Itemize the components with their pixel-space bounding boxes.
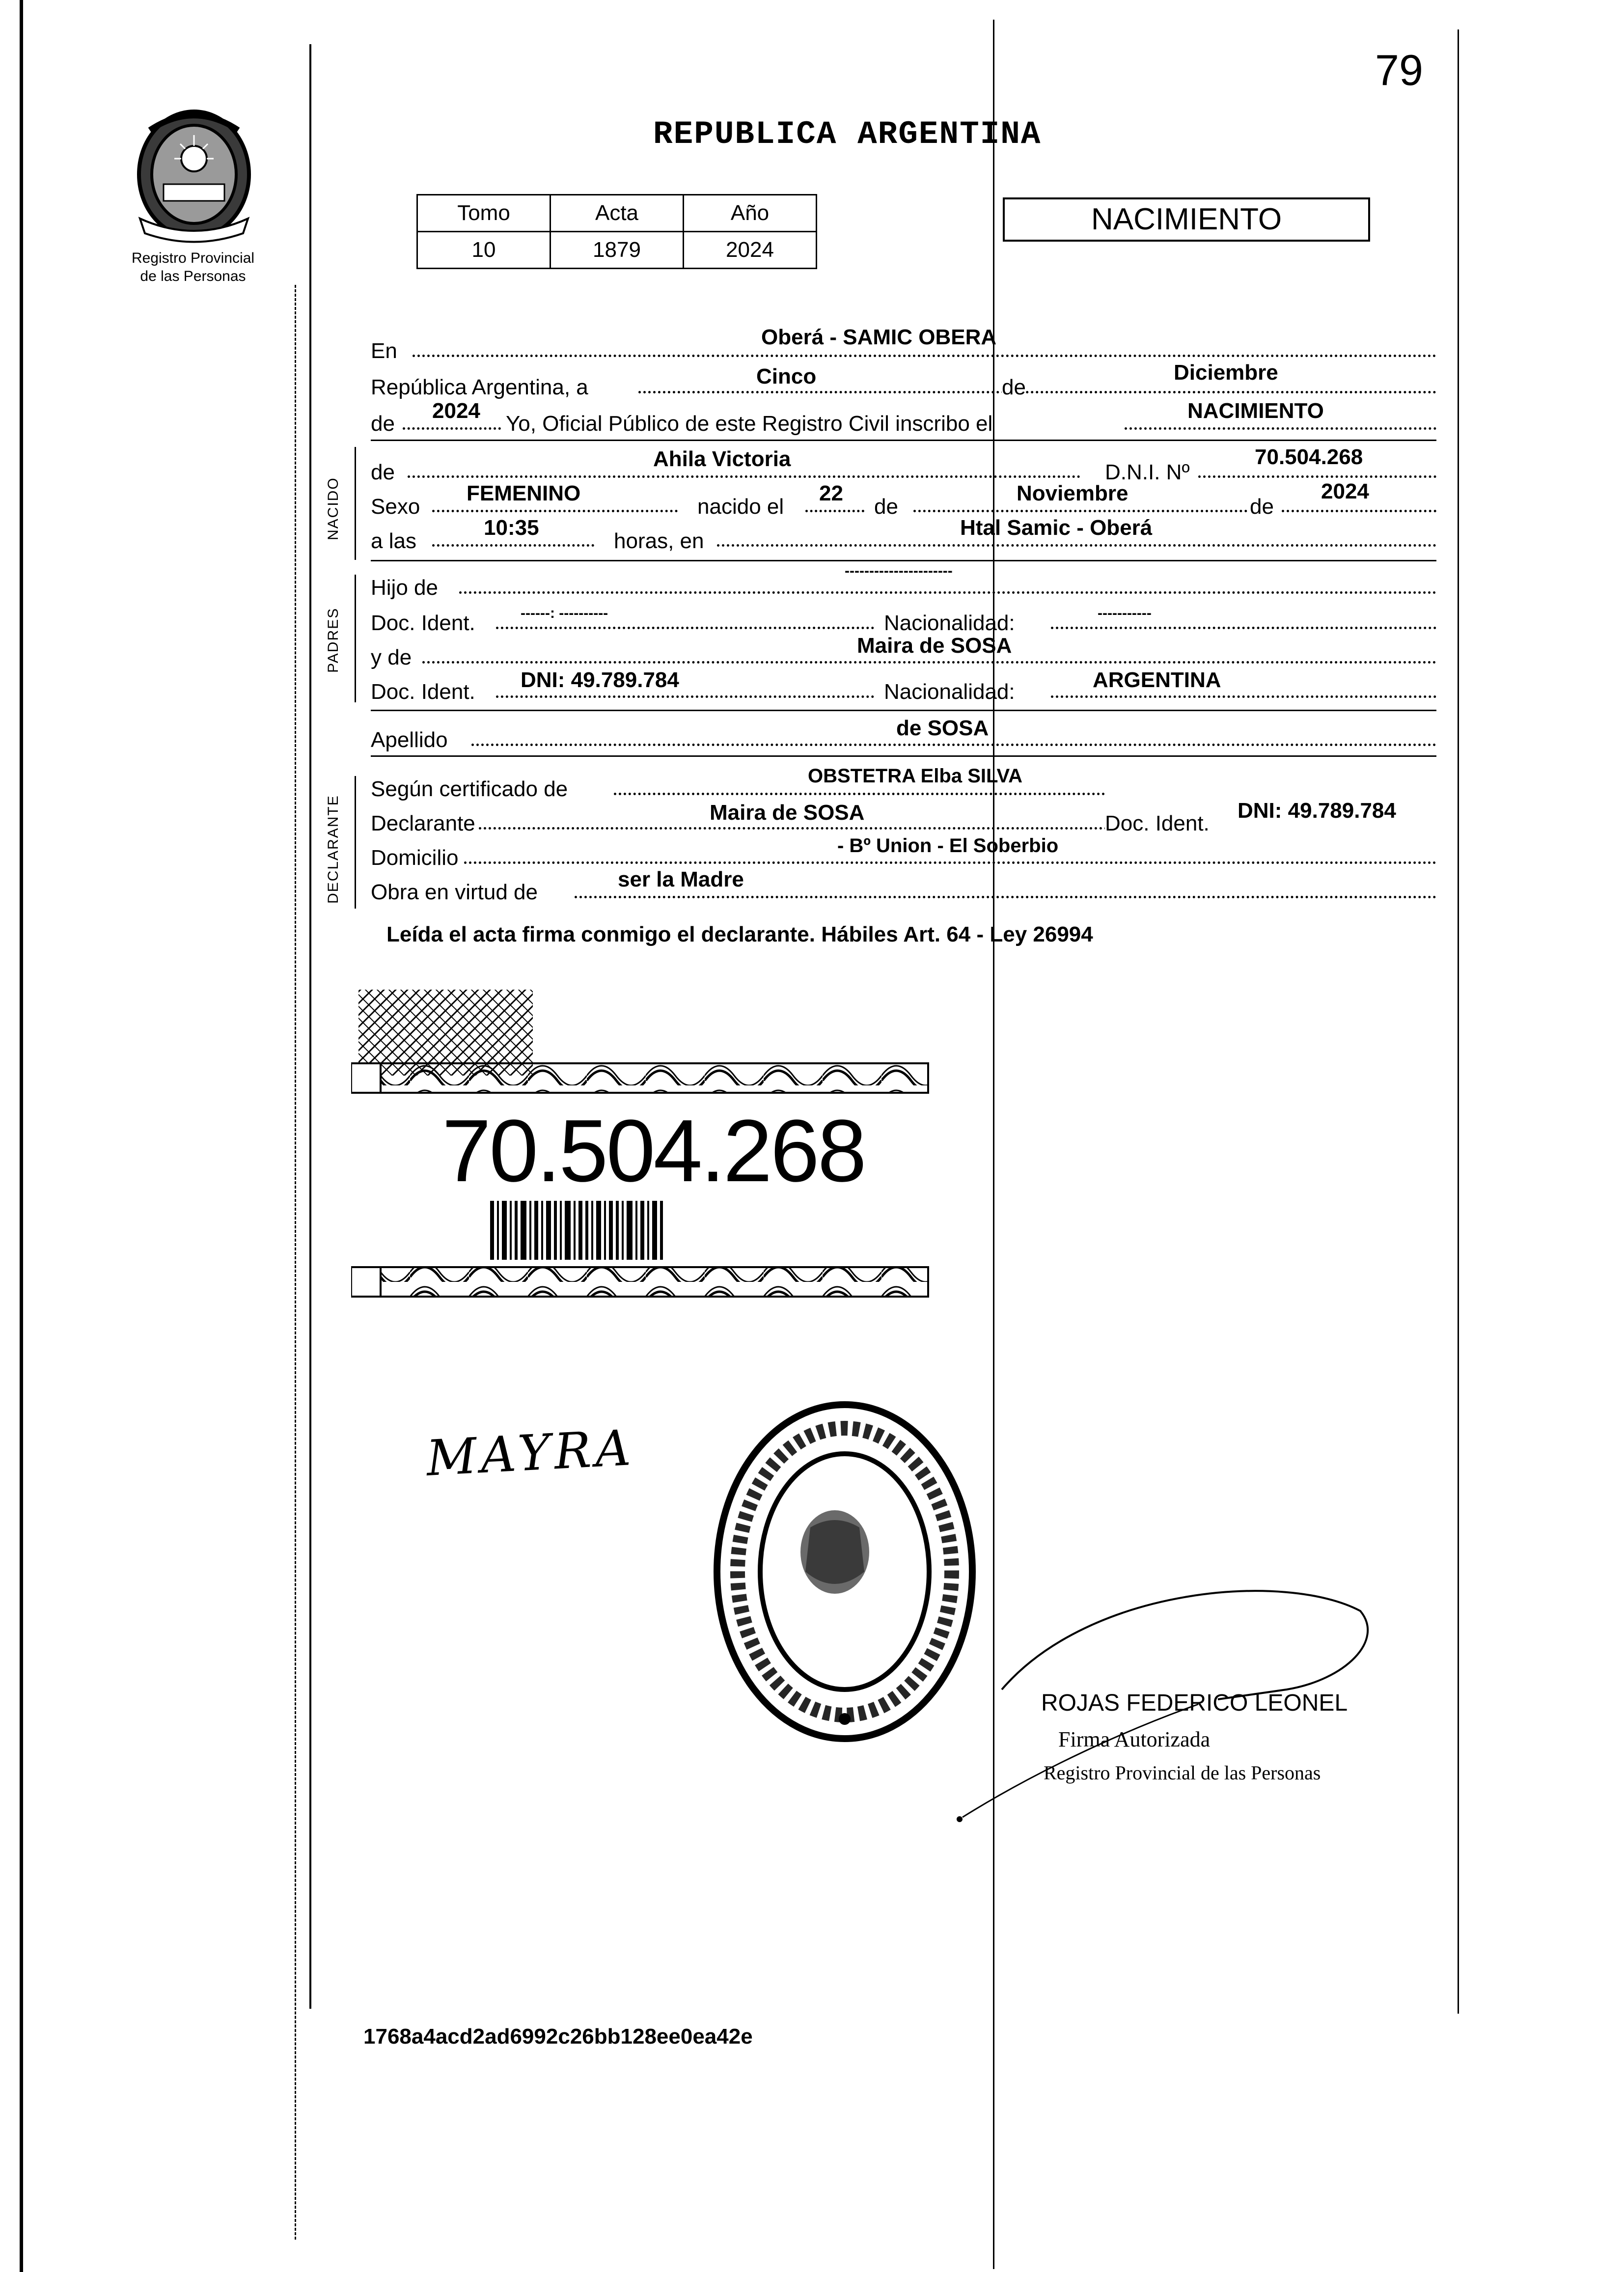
left-edge-line [20, 0, 23, 2272]
official-org: Registro Provincial de las Personas [1044, 1762, 1321, 1784]
nacido-dia-dots [805, 510, 864, 512]
segun-label: Según certificado de [371, 777, 568, 801]
de-label-1: de [1002, 375, 1026, 399]
closing-text: Leída el acta firma conmigo el declarante. Hábiles Art. 64 - Ley 26994 [386, 922, 1093, 946]
de-label-2: de [371, 412, 395, 436]
madre-doc-label: Doc. Ident. [371, 680, 475, 704]
registry-stamp [707, 1395, 982, 1748]
right-margin-line [1458, 29, 1459, 2014]
nacido-mes-dots [913, 510, 1247, 512]
header-acta: Acta [551, 195, 684, 232]
declarante-dots [479, 827, 1122, 830]
declarante-side-label: DECLARANTE [325, 795, 341, 904]
apellido-dots [471, 744, 1436, 746]
padre-nac-label: Nacionalidad: [884, 611, 1015, 635]
padres-side-label: PADRES [325, 607, 341, 673]
nacido-de-label: de [371, 460, 395, 484]
fold-line [993, 20, 994, 2269]
horas-en-label: horas, en [614, 529, 704, 553]
padre-value: ---------------------- [845, 563, 953, 579]
nacido-dni-dots [1198, 475, 1436, 478]
header-tomo: Tomo [417, 195, 551, 232]
obra-label: Obra en virtud de [371, 880, 538, 904]
nacido-anio-dots [1282, 510, 1436, 512]
padre-nac-value: ----------- [1098, 605, 1152, 621]
inscribo-dots [1125, 427, 1436, 430]
nacido-el-label: nacido el [697, 495, 784, 519]
nacido-dni-value: 70.504.268 [1255, 445, 1363, 469]
nacido-dni-label: D.N.I. Nº [1105, 460, 1190, 484]
nacido-anio-value: 2024 [1321, 479, 1369, 503]
padre-doc-dots [496, 627, 874, 629]
hora-dots [432, 544, 594, 547]
value-acta: 1879 [551, 232, 684, 269]
official-name: ROJAS FEDERICO LEONEL [1041, 1690, 1348, 1716]
republica-label: República Argentina, a [371, 375, 588, 399]
en-dots [413, 355, 1436, 357]
hijo-de-label: Hijo de [371, 576, 438, 600]
fecha-mes-value: Diciembre [1174, 360, 1278, 385]
domicilio-label: Domicilio [371, 846, 459, 870]
fecha-dia-value: Cinco [756, 364, 817, 388]
page-number: 79 [1375, 46, 1423, 94]
madre-dots [422, 661, 1436, 664]
value-tomo: 10 [417, 232, 551, 269]
official-role: Firma Autorizada [1058, 1727, 1211, 1751]
certificado-value: OBSTETRA Elba SILVA [808, 765, 1023, 787]
provincia-emblem [120, 101, 268, 248]
en-label: En [371, 339, 397, 363]
header-anio: Año [684, 195, 817, 232]
segun-dots [614, 793, 1105, 795]
padre-nac-dots [1051, 627, 1436, 629]
apellido-rule [371, 755, 1436, 757]
apellido-label: Apellido [371, 728, 448, 752]
madre-value: Maira de SOSA [857, 634, 1012, 658]
hora-value: 10:35 [484, 516, 539, 540]
madre-doc-value: DNI: 49.789.784 [521, 668, 679, 692]
padre-doc-label: Doc. Ident. [371, 611, 475, 635]
record-index-table [416, 194, 817, 269]
domicilio-value: - Bº Union - El Soberbio [837, 835, 1059, 857]
header-rule [371, 440, 1436, 441]
nacido-nombre-value: Ahila Victoria [653, 447, 791, 471]
nacido-mes-value: Noviembre [1017, 481, 1129, 505]
nacido-dia-value: 22 [819, 481, 843, 505]
margin-dashes [295, 285, 296, 2240]
padre-doc-value: ------: ---------- [521, 605, 608, 621]
anio-dots [403, 427, 501, 430]
document-hash: 1768a4acd2ad6992c26bb128ee0ea42e [363, 2024, 753, 2049]
declarant-signature: MAYRA [425, 1418, 636, 1488]
declarante-value: Maira de SOSA [710, 801, 865, 825]
document-title: REPUBLICA ARGENTINA [653, 116, 1042, 153]
issuer-line-1: Registro Provincial [131, 250, 255, 266]
declarante-label: Declarante [371, 811, 475, 835]
en-value: Oberá - SAMIC OBERA [761, 325, 997, 349]
madre-nac-label: Nacionalidad: [884, 680, 1015, 704]
obra-dots [575, 896, 1436, 898]
sexo-label: Sexo [371, 495, 420, 519]
padre-dots [459, 591, 1436, 594]
declarante-doc-label: Doc. Ident. [1105, 811, 1210, 835]
nacido-bar [355, 447, 356, 560]
sexo-dots [432, 510, 678, 512]
y-de-label: y de [371, 645, 412, 669]
record-type-box: NACIMIENTO [1003, 197, 1370, 242]
sexo-value: FEMENINO [467, 481, 581, 505]
security-label-number: 70.504.268 [442, 1102, 865, 1200]
declarante-doc-value: DNI: 49.789.784 [1238, 799, 1396, 823]
apellido-value: de SOSA [896, 716, 989, 740]
padres-rule [371, 710, 1436, 711]
nacido-de-mes-label: de [874, 495, 898, 519]
nacido-side-label: NACIDO [325, 477, 341, 540]
lugar-value: Htal Samic - Oberá [960, 516, 1153, 540]
margin-line [309, 44, 311, 2009]
domicilio-dots [464, 861, 1436, 864]
inscribo-value: NACIMIENTO [1187, 399, 1324, 423]
madre-nac-dots [1051, 695, 1436, 698]
lugar-dots [717, 544, 1436, 547]
padres-bar [355, 575, 356, 702]
republica-dots [638, 391, 1436, 393]
issuer-line-2: de las Personas [140, 268, 246, 284]
value-anio: 2024 [684, 232, 817, 269]
fecha-anio-value: 2024 [432, 399, 480, 423]
obra-value: ser la Madre [618, 867, 744, 891]
madre-nac-value: ARGENTINA [1093, 668, 1221, 692]
nacido-de-anio-label: de [1250, 495, 1274, 519]
nacido-nombre-dots [408, 475, 1080, 478]
nacido-rule [371, 560, 1436, 561]
declarante-bar [355, 776, 356, 909]
a-las-label: a las [371, 529, 416, 553]
madre-doc-dots [496, 695, 874, 698]
oficial-text: Yo, Oficial Público de este Registro Civil inscribo el [506, 412, 993, 436]
